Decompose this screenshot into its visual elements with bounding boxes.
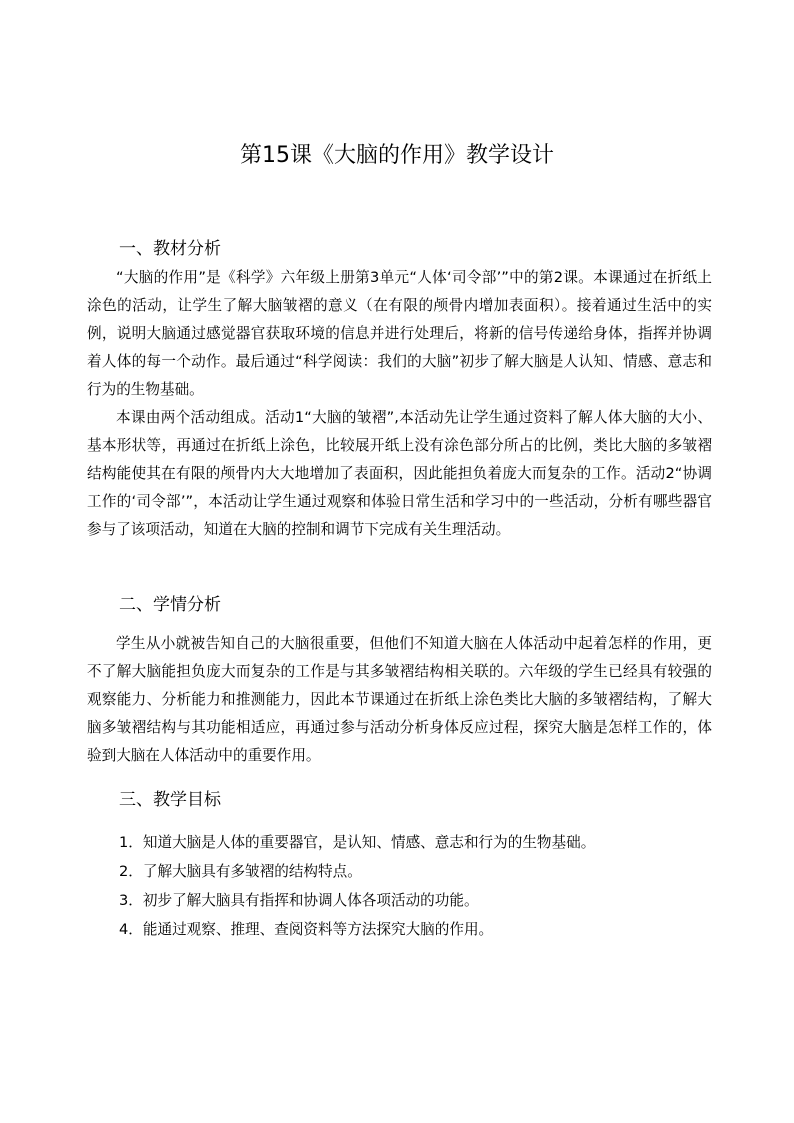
paragraph: 学生从小就被告知自己的大脑很重要，但他们不知道大脑在人体活动中起着怎样的作用，更不了解大脑能担负庞大而复杂的工作是与其多皱褶结构相关联的。六年级的学生已经具有较强的观察能力、分析能力和推测能力，因此本节课通过在折纸上涂色类比大脑的多皱褶结构，了解大脑多皱褶结构与其功能相适应，再通过参与活动分析身体反应过程，探究大脑是怎样工作的，体验到大脑在人体活动中的重要作用。 — [87, 635, 712, 764]
section-textbook-analysis — [87, 236, 712, 544]
objective-item: 3．初步了解大脑具有指挥和协调人体各项活动的功能。 — [119, 892, 479, 909]
section-student-analysis — [87, 592, 712, 770]
objective-item: 4．能通过观察、推理、查阅资料等方法探究大脑的作用。 — [119, 921, 494, 938]
paragraph: “大脑的作用”是《科学》六年级上册第3单元“人体‘司令部’”中的第2课。本课通过在折纸上涂色的活动，让学生了解大脑皱褶的意义（在有限的颅骨内增加表面积）。接着通过生活中的实例，说明大脑通过感觉器官获取环境的信息并进行处理后，将新的信号传递给身体，指挥并协调着人体的每一个动作。最后通过“科学阅读：我们的大脑”初步了解大脑是人认知、情感、意志和行为的生物基础。 — [87, 269, 712, 398]
section-heading: 一、教材分析 — [119, 239, 221, 259]
paragraph: 本课由两个活动组成。活动1“大脑的皱褶”,本活动先让学生通过资料了解人体大脑的大小、基本形状等，再通过在折纸上涂色，比较展开纸上没有涂色部分所占的比例，类比大脑的多皱褶结构能使其在有限的颅骨内大大地增加了表面积，因此能担负着庞大而复杂的工作。活动2“协调工作的‘司令部’”，本活动让学生通过观察和体验日常生活和学习中的一些活动，分析有哪些器官参与了该项活动，知道在大脑的控制和调节下完成有关生理活动。 — [87, 409, 712, 538]
section-heading: 三、教学目标 — [119, 790, 221, 810]
objective-item: 2．了解大脑具有多皱褶的结构特点。 — [119, 863, 362, 880]
section-teaching-objectives — [87, 787, 712, 944]
document-title: 第15课《大脑的作用》教学设计 — [240, 143, 554, 168]
objective-item: 1．知道大脑是人体的重要器官，是认知、情感、意志和行为的生物基础。 — [119, 834, 596, 851]
section-heading: 二、学情分析 — [119, 595, 221, 615]
